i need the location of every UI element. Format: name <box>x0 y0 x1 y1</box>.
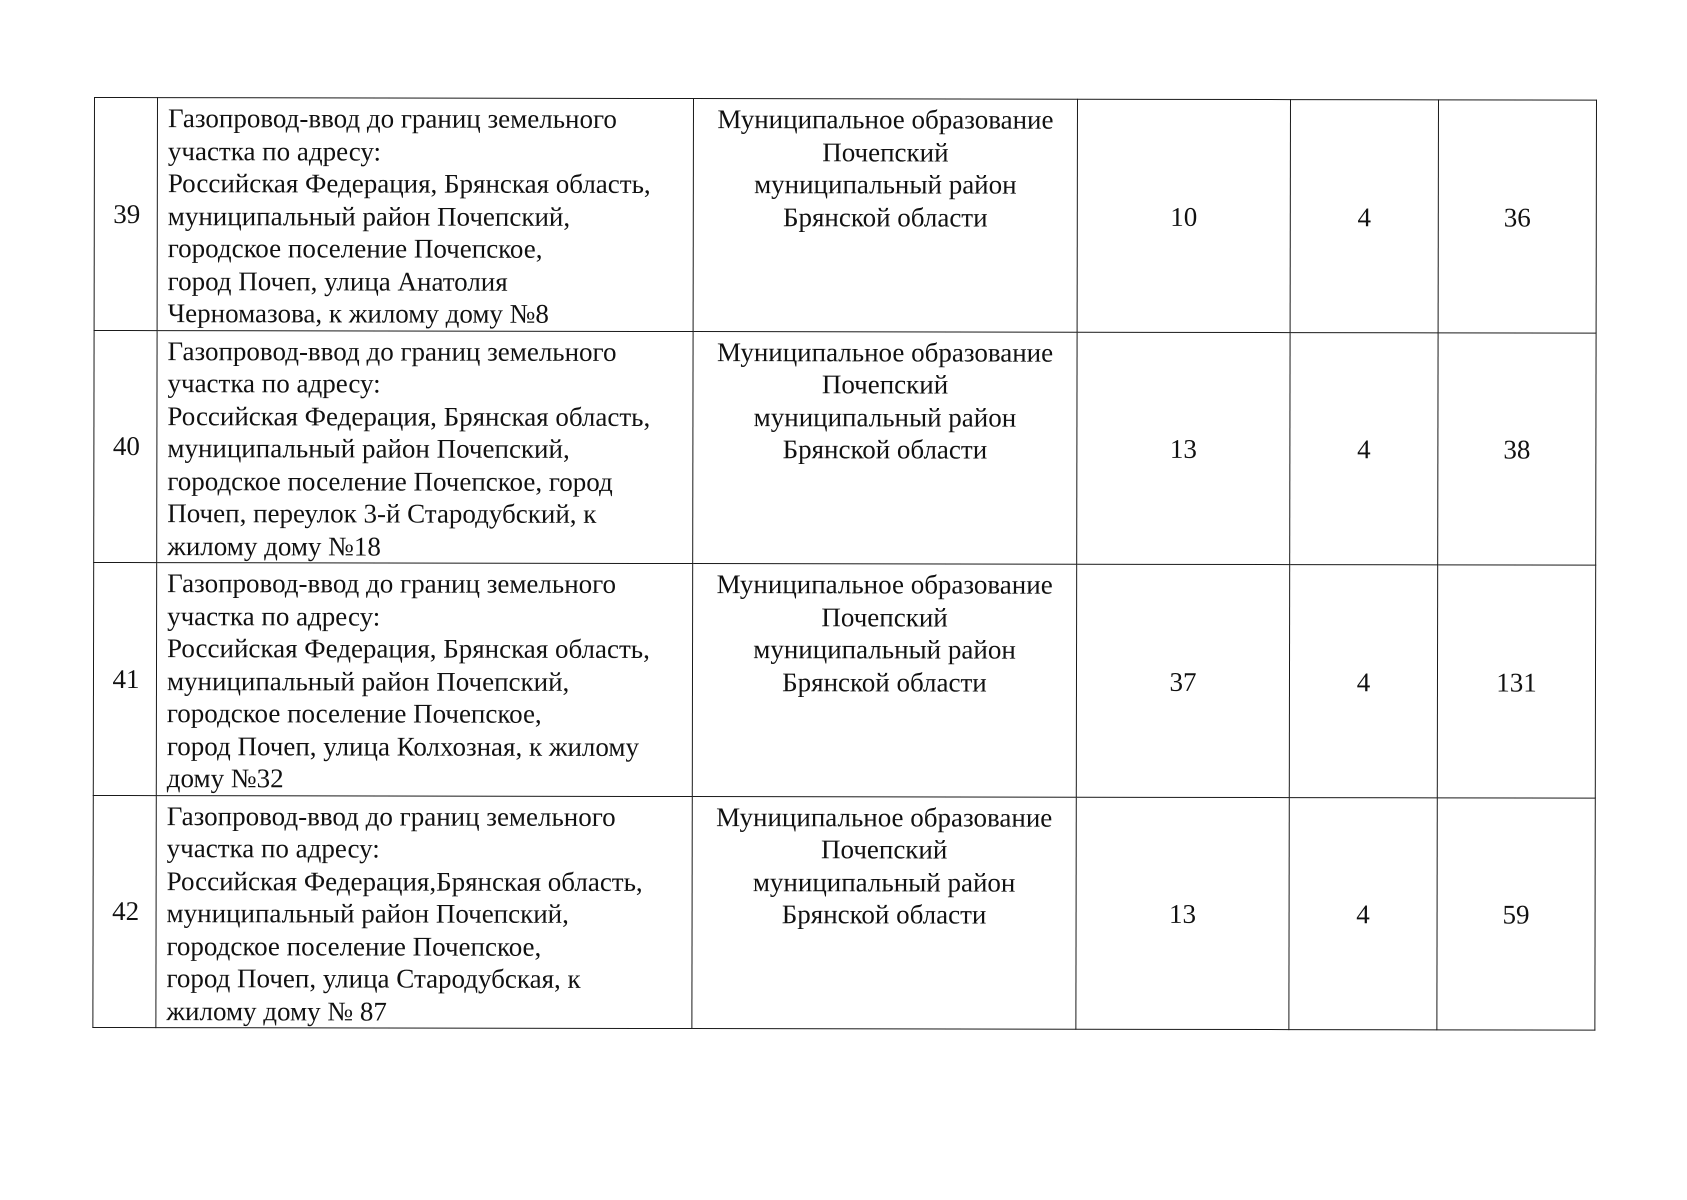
description-line: участка по адресу: <box>167 600 381 632</box>
value-3: 36 <box>1503 201 1531 233</box>
description-line: Газопровод-ввод до границ земельного <box>167 335 617 367</box>
owner-line: муниципальный район <box>753 401 1017 433</box>
owner-cell <box>693 99 1077 332</box>
value-cell-3 <box>1438 100 1596 333</box>
description-line: муниципальный район Почепский, <box>167 433 570 464</box>
value-cell-2 <box>1289 797 1437 1030</box>
description-line: Российская Федерация, Брянская область, <box>167 168 651 199</box>
description-line: участка по адресу: <box>166 833 380 864</box>
value-2: 4 <box>1356 666 1371 697</box>
description-line: городское поселение Почепское, <box>166 698 542 729</box>
description-line: город Почеп, улица Анатолия <box>167 265 508 297</box>
row-number: 42 <box>112 896 140 927</box>
value-3: 131 <box>1496 666 1537 698</box>
owner-line: Муниципальное образование <box>716 336 1054 368</box>
description-line: жилому дому № 87 <box>166 995 387 1027</box>
description-cell <box>156 795 692 1028</box>
owner-line: Почепский <box>821 369 949 400</box>
value-cell-2 <box>1290 332 1438 565</box>
owner-line: Почепский <box>821 601 948 632</box>
value-cell-1 <box>1077 99 1290 332</box>
value-3: 38 <box>1503 434 1531 465</box>
row-number: 40 <box>112 431 140 462</box>
description-line: Черномазова, к жилому дому №8 <box>167 298 549 329</box>
owner-line: Муниципальное образование <box>716 801 1053 833</box>
row-number-cell <box>94 330 157 563</box>
description-cell <box>156 563 692 796</box>
value-cell-1 <box>1076 564 1289 797</box>
description-line: участка по адресу: <box>167 135 382 167</box>
value-2: 4 <box>1357 434 1371 465</box>
description-line: муниципальный район Почепский, <box>166 665 570 697</box>
value-cell-3 <box>1438 332 1596 565</box>
owner-line: Муниципальное образование <box>717 104 1054 135</box>
owner-line: Брянской области <box>782 201 988 233</box>
description-line: дому №32 <box>166 763 284 794</box>
description-cell <box>157 330 693 563</box>
value-cell-2 <box>1289 565 1437 798</box>
row-number: 41 <box>112 663 140 694</box>
objects-table <box>92 97 1597 1031</box>
value-cell-3 <box>1437 565 1595 798</box>
description-line: муниципальный район Почепский, <box>166 898 569 929</box>
description-line: Газопровод-ввод до границ земельного <box>167 103 617 134</box>
description-line: Российская Федерация, Брянская область, <box>167 633 650 664</box>
value-2: 4 <box>1357 201 1372 232</box>
description-line: Российская Федерация,Брянская область, <box>166 865 643 897</box>
value-1: 10 <box>1170 201 1198 232</box>
owner-line: муниципальный район <box>752 866 1016 898</box>
value-3: 59 <box>1502 899 1530 930</box>
description-line: муниципальный район Почепский, <box>167 200 571 232</box>
value-cell-3 <box>1437 797 1595 1030</box>
owner-line: Брянской области <box>781 899 987 930</box>
owner-cell <box>692 796 1076 1029</box>
value-cell-1 <box>1077 332 1290 565</box>
table-row <box>94 330 1596 565</box>
table-row <box>94 98 1596 333</box>
value-cell-2 <box>1290 100 1438 333</box>
description-line: жилому дому №18 <box>167 530 381 562</box>
row-number-cell <box>94 98 157 331</box>
owner-line: Почепский <box>821 834 948 865</box>
owner-line: муниципальный район <box>753 634 1016 665</box>
owner-cell <box>692 564 1076 797</box>
description-line: город Почеп, улица Колхозная, к жилому <box>166 730 640 762</box>
row-number-cell <box>93 563 156 796</box>
value-2: 4 <box>1356 899 1370 930</box>
row-number-cell <box>93 795 156 1028</box>
description-line: Почеп, переулок 3-й Стародубский, к <box>167 498 597 529</box>
table-row <box>93 795 1595 1030</box>
owner-cell <box>693 331 1077 564</box>
value-cell-1 <box>1076 797 1289 1030</box>
description-line: город Почеп, улица Стародубская, к <box>166 963 581 994</box>
value-1: 13 <box>1169 898 1197 929</box>
description-line: Российская Федерация, Брянская область, <box>167 400 651 432</box>
owner-line: муниципальный район <box>754 169 1017 200</box>
row-number: 39 <box>113 198 141 229</box>
description-line: Газопровод-ввод до границ земельного <box>166 800 616 832</box>
owner-line: Почепский <box>822 136 949 167</box>
description-line: городское поселение Почепское, <box>167 233 543 264</box>
value-1: 37 <box>1169 666 1197 697</box>
description-cell <box>157 98 693 331</box>
description-line: городское поселение Почепское, <box>166 930 542 962</box>
owner-line: Муниципальное образование <box>716 569 1053 600</box>
table-row <box>93 563 1595 798</box>
value-1: 13 <box>1169 433 1197 464</box>
owner-line: Брянской области <box>782 434 988 465</box>
description-line: участка по адресу: <box>167 368 381 399</box>
description-line: Газопровод-ввод до границ земельного <box>167 568 617 599</box>
description-line: городское поселение Почепское, город <box>167 465 613 497</box>
owner-line: Брянской области <box>782 666 987 698</box>
